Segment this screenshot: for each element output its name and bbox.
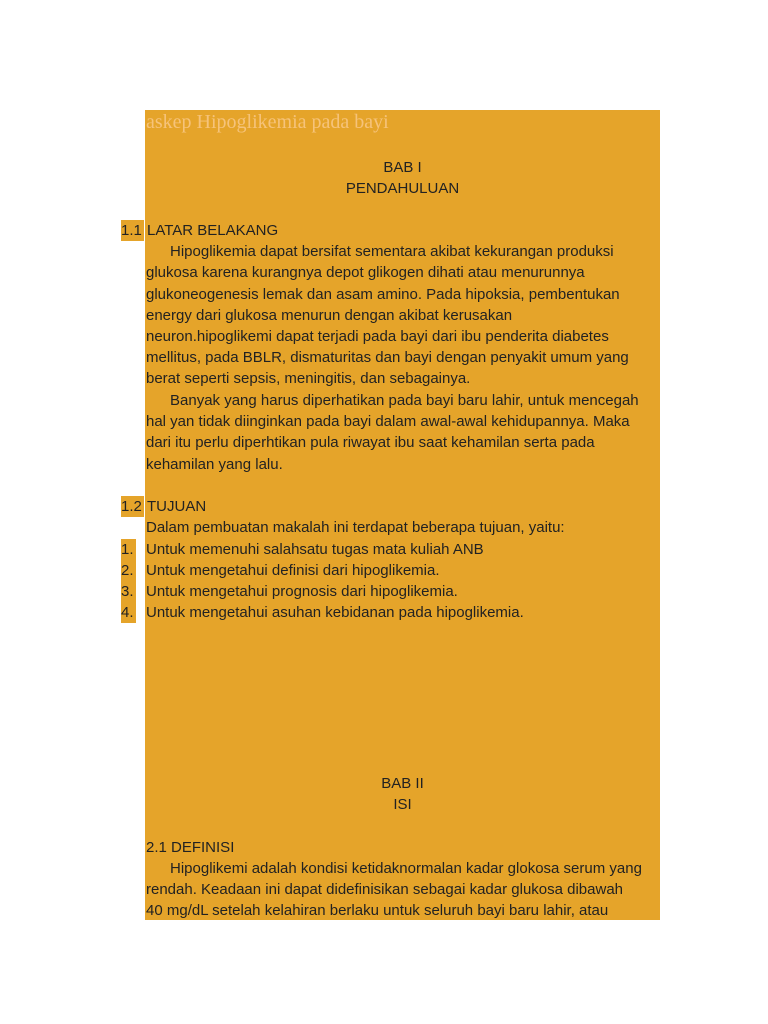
paragraph-line: glukoneogenesis lemak dan asam amino. Pada hipoksia, pembentukan: [146, 286, 620, 303]
paragraph-line: kehamilan yang lalu.: [146, 456, 283, 473]
section-1-1-heading: LATAR BELAKANG: [147, 222, 279, 239]
paragraph-line: energy dari glukosa menurun dengan akibat kerusakan: [146, 307, 513, 324]
paragraph-line: 40 mg/dL setelah kelahiran berlaku untuk seluruh bayi baru lahir, atau: [146, 902, 609, 919]
list-number: 1.: [121, 541, 134, 558]
paragraph-line: Hipoglikemia dapat bersifat sementara akibat kekurangan produksi: [170, 243, 614, 260]
list-number: 3.: [121, 583, 134, 600]
document-title: askep Hipoglikemia pada bayi: [146, 111, 389, 133]
section-1-2-number: 1.2: [121, 498, 142, 515]
paragraph-line: neuron.hipoglikemi dapat terjadi pada bayi dari ibu penderita diabetes: [146, 328, 609, 345]
chapter-2-title: ISI: [393, 796, 412, 813]
list-item: Untuk mengetahui asuhan kebidanan pada hipoglikemia.: [146, 604, 524, 621]
list-item: Untuk mengetahui definisi dari hipoglikemia.: [146, 562, 440, 579]
paragraph-line: glukosa karena kurangnya depot glikogen dihati atau menurunnya: [146, 264, 585, 281]
paragraph-line: berat seperti sepsis, meningitis, dan sebagainya.: [146, 370, 471, 387]
chapter-1-title: PENDAHULUAN: [345, 180, 460, 197]
paragraph-line: dari itu perlu diperhtikan pula riwayat ibu saat kehamilan serta pada: [146, 434, 595, 451]
list-item: Untuk mengetahui prognosis dari hipoglikemia.: [146, 583, 458, 600]
paragraph-line: Dalam pembuatan makalah ini terdapat beberapa tujuan, yaitu:: [146, 519, 565, 536]
chapter-2-label: BAB II: [381, 775, 424, 792]
chapter-1-label: BAB I: [383, 159, 422, 176]
paragraph-line: Hipoglikemi adalah kondisi ketidaknormalan kadar glokosa serum yang: [170, 860, 642, 877]
section-2-1-heading: 2.1 DEFINISI: [146, 839, 235, 856]
list-number: 4.: [121, 604, 134, 621]
list-number: 2.: [121, 562, 134, 579]
paragraph-line: mellitus, pada BBLR, dismaturitas dan bayi dengan penyakit umum yang: [146, 349, 629, 366]
list-item: Untuk memenuhi salahsatu tugas mata kuliah ANB: [146, 541, 484, 558]
paragraph-line: Banyak yang harus diperhatikan pada bayi baru lahir, untuk mencegah: [170, 392, 639, 409]
paragraph-line: hal yan tidak diinginkan pada bayi dalam awal-awal kehidupannya. Maka: [146, 413, 630, 430]
paragraph-line: rendah. Keadaan ini dapat didefinisikan sebagai kadar glukosa dibawah: [146, 881, 624, 898]
section-1-1-number: 1.1: [121, 222, 142, 239]
section-1-2-heading: TUJUAN: [147, 498, 207, 515]
